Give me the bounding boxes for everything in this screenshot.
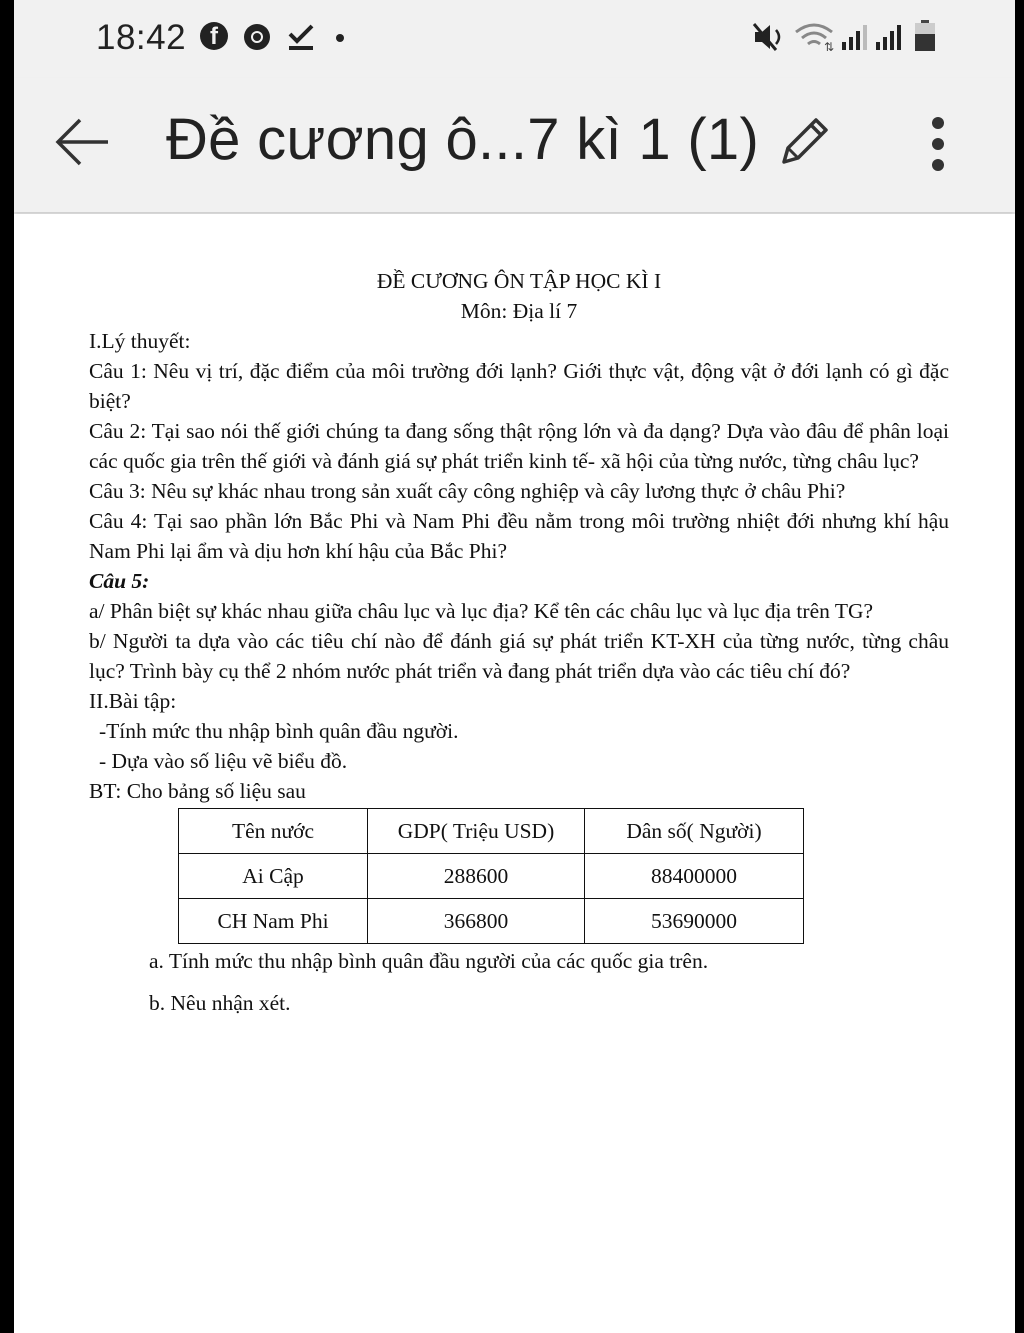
more-vert-icon[interactable] [920, 114, 956, 174]
question-4: Câu 4: Tại sao phần lớn Bắc Phi và Nam Phi đều nằm trong môi trường nhiệt đới nhưng khí hậu Nam Phi lại ẩm và dịu hơn khí hậu của Bắc Phi? [89, 509, 949, 563]
table-cell: 366800 [368, 899, 585, 944]
table-row [179, 854, 804, 899]
table-cell: 53690000 [585, 899, 804, 944]
document-subject: Môn: Địa lí 7 [460, 299, 578, 323]
facebook-icon: f [200, 22, 228, 50]
section-theory: I.Lý thuyết: [89, 329, 191, 353]
status-time: 18:42 [96, 18, 187, 57]
exercise-question-b: b. Nêu nhận xét. [149, 991, 291, 1015]
document-heading: ĐỀ CƯƠNG ÔN TẬP HỌC KÌ I [376, 269, 662, 293]
exercise-intro: BT: Cho bảng số liệu sau [89, 779, 306, 803]
download-done-icon [286, 22, 316, 52]
dot-icon [336, 34, 344, 42]
arrow-left-icon[interactable] [52, 111, 114, 173]
svg-text:⇅: ⇅ [824, 40, 835, 52]
document-title: Đề cương ô...7 kì 1 (1) [166, 107, 760, 172]
table-cell: Ai Cập [179, 854, 368, 899]
task-1: -Tính mức thu nhập bình quân đầu người. [99, 719, 459, 743]
chrome-icon [242, 22, 272, 52]
table-header: GDP( Triệu USD) [368, 809, 585, 854]
document-page [14, 214, 1015, 1333]
data-table [178, 808, 804, 944]
table-header: Tên nước [179, 809, 368, 854]
exercise-question-a: a. Tính mức thu nhập bình quân đầu người của các quốc gia trên. [149, 949, 709, 973]
mute-icon [752, 22, 786, 52]
table-header: Dân số( Người) [585, 809, 804, 854]
question-3: Câu 3: Nêu sự khác nhau trong sản xuất cây công nghiệp và cây lương thực ở châu Phi? [89, 479, 846, 503]
question-5a: a/ Phân biệt sự khác nhau giữa châu lục và lục địa? Kể tên các châu lục và lục địa trên TG? [89, 599, 874, 623]
status-bar [14, 0, 1015, 78]
table-cell: 88400000 [585, 854, 804, 899]
table-row [179, 899, 804, 944]
question-1: Câu 1: Nêu vị trí, đặc điểm của môi trường đới lạnh? Giới thực vật, động vật ở đới lạnh có gì đặc biệt? [89, 359, 949, 413]
document-body [89, 266, 949, 1018]
question-5b: b/ Người ta dựa vào các tiêu chí nào để đánh giá sự phát triển KT-XH của từng nước, từng châu lục? Trình bày cụ thể 2 nhóm nước phát triển và đang phát triển dựa vào các tiêu chí đó? [89, 629, 949, 683]
pencil-icon[interactable] [774, 112, 834, 172]
question-2: Câu 2: Tại sao nói thế giới chúng ta đang sống thật rộng lớn và đa dạng? Dựa vào đâu để phân loại các quốc gia trên thế giới và đánh giá sự phát triển kinh tế- xã hội của từng nước, từng châu lục? [89, 419, 949, 473]
signal-icon [874, 22, 904, 52]
signal-icon [840, 22, 870, 52]
battery-icon [914, 20, 936, 52]
table-header-row [179, 809, 804, 854]
wifi-icon [794, 22, 838, 52]
table-cell: 288600 [368, 854, 585, 899]
section-exercises: II.Bài tập: [89, 689, 177, 713]
app-bar [14, 78, 1015, 212]
table-cell: CH Nam Phi [179, 899, 368, 944]
task-2: - Dựa vào số liệu vẽ biểu đồ. [99, 749, 348, 773]
question-5-label: Câu 5: [89, 569, 150, 593]
phone-screen [14, 0, 1015, 1333]
